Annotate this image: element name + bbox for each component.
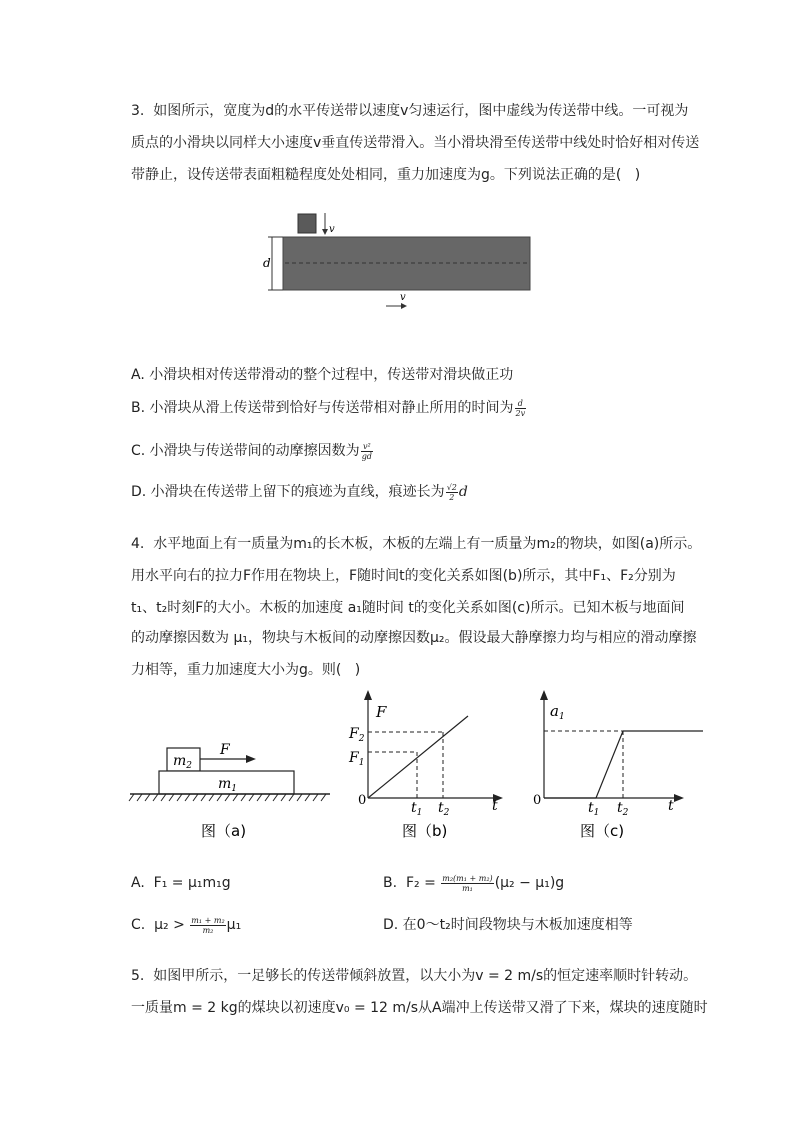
q4-stem-line-3: t₁、t₂时刻F的大小。木板的加速度 a₁随时间 t的变化关系如图(c)所示。已知木板与地面间 [131, 600, 685, 616]
figure-b-force-time-graph [345, 690, 510, 845]
origin-label: 0 [533, 793, 542, 808]
force-line [368, 716, 468, 798]
q3-option-b: B. 小滑块从滑上传送带到恰好与传送带相对静止所用的时间为 $\frac{d}{2v}$ [131, 398, 526, 418]
y-axis-label: F [376, 703, 387, 721]
origin-label: 0 [358, 793, 367, 808]
tick-F2: $F_2$ [349, 726, 365, 744]
belt-velocity-label: v [400, 292, 406, 303]
x-axis-label: t [668, 798, 674, 814]
q4-stem-line-4: 的动摩擦因数为 μ₁，物块与木板间的动摩擦因数μ₂。假设最大静摩擦力均与相应的滑动摩擦 [131, 630, 697, 646]
belt-width-label: d [263, 256, 271, 270]
q5-stem-line-2: 一质量m = 2 kg的煤块以初速度v₀ = 12 m/s从A端冲上传送带又滑了下来，煤块的速度随时 [131, 1000, 708, 1016]
q4-option-a: A. F₁ = μ₁m₁g [131, 875, 231, 891]
slider-block [298, 214, 316, 233]
q3-option-d: D. 小滑块在传送带上留下的痕迹为直线，痕迹长为 $\frac{√2}{2}$ d [131, 482, 468, 502]
q4-stem-line-5: 力相等，重力加速度大小为g。则( ) [131, 662, 361, 678]
q3-option-c: C. 小滑块与传送带间的动摩擦因数为 $\frac{\text{v²}}{gd}$ [131, 441, 372, 461]
figure-c-caption: 图（c) [580, 822, 625, 840]
block-m2-label: $m_2$ [173, 753, 193, 771]
x-axis-label: t [492, 798, 498, 814]
figure-a-caption: 图（a) [201, 822, 247, 840]
y-axis-label: $a_1$ [550, 702, 565, 722]
q3-stem-line-2: 质点的小滑块以同样大小速度v垂直传送带滑入。当小滑块滑至传送带中线处时恰好相对传送 [131, 135, 700, 151]
tick-t1: $t_1$ [411, 800, 423, 818]
q4-option-b: B. F₂ = $\frac{\text{m₂(m₁ + m₂)}}{\text{m₁}}$ (μ₂ − μ₁)g [383, 873, 565, 893]
tick-t2: $t_2$ [438, 800, 450, 818]
figure-a-block-on-board [128, 735, 333, 845]
figure-b-caption: 图（b) [402, 822, 448, 840]
q3-stem-line-3: 带静止，设传送带表面粗糙程度处处相同，重力加速度为g。下列说法正确的是( ) [131, 167, 641, 183]
tick-F1: $F_1$ [349, 750, 365, 768]
tick-t1: $t_1$ [588, 800, 600, 818]
q4-option-c: C. μ₂ > $\frac{\text{m₁ + m₂}}{\text{m₂}}$ μ₁ [131, 915, 242, 935]
q5-stem-line-1: 5. 如图甲所示，一足够长的传送带倾斜放置，以大小为v = 2 m/s的恒定速率顺时针转动。 [131, 968, 698, 984]
conveyor-belt-figure [255, 208, 545, 313]
tick-t2: $t_2$ [617, 800, 629, 818]
block-velocity-label: v [329, 224, 335, 235]
q4-option-d: D. 在0～t₂时间段物块与木板加速度相等 [383, 917, 633, 933]
force-label: F [220, 742, 230, 758]
board-m1-label: $m_1$ [218, 776, 238, 794]
q4-stem-line-2: 用水平向右的拉力F作用在物块上，F随时间t的变化关系如图(b)所示，其中F₁、F₂分别为 [131, 568, 676, 584]
q3-option-a: A. 小滑块相对传送带滑动的整个过程中，传送带对滑块做正功 [131, 367, 514, 383]
a1-rising-segment [596, 731, 623, 798]
figure-c-acceleration-time-graph [528, 690, 708, 845]
q3-stem-line-1: 3. 如图所示，宽度为d的水平传送带以速度v匀速运行，图中虚线为传送带中线。一可视为 [131, 103, 689, 119]
q4-stem-line-1: 4. 水平地面上有一质量为m₁的长木板，木板的左端上有一质量为m₂的物块，如图(a)所示。 [131, 536, 702, 552]
